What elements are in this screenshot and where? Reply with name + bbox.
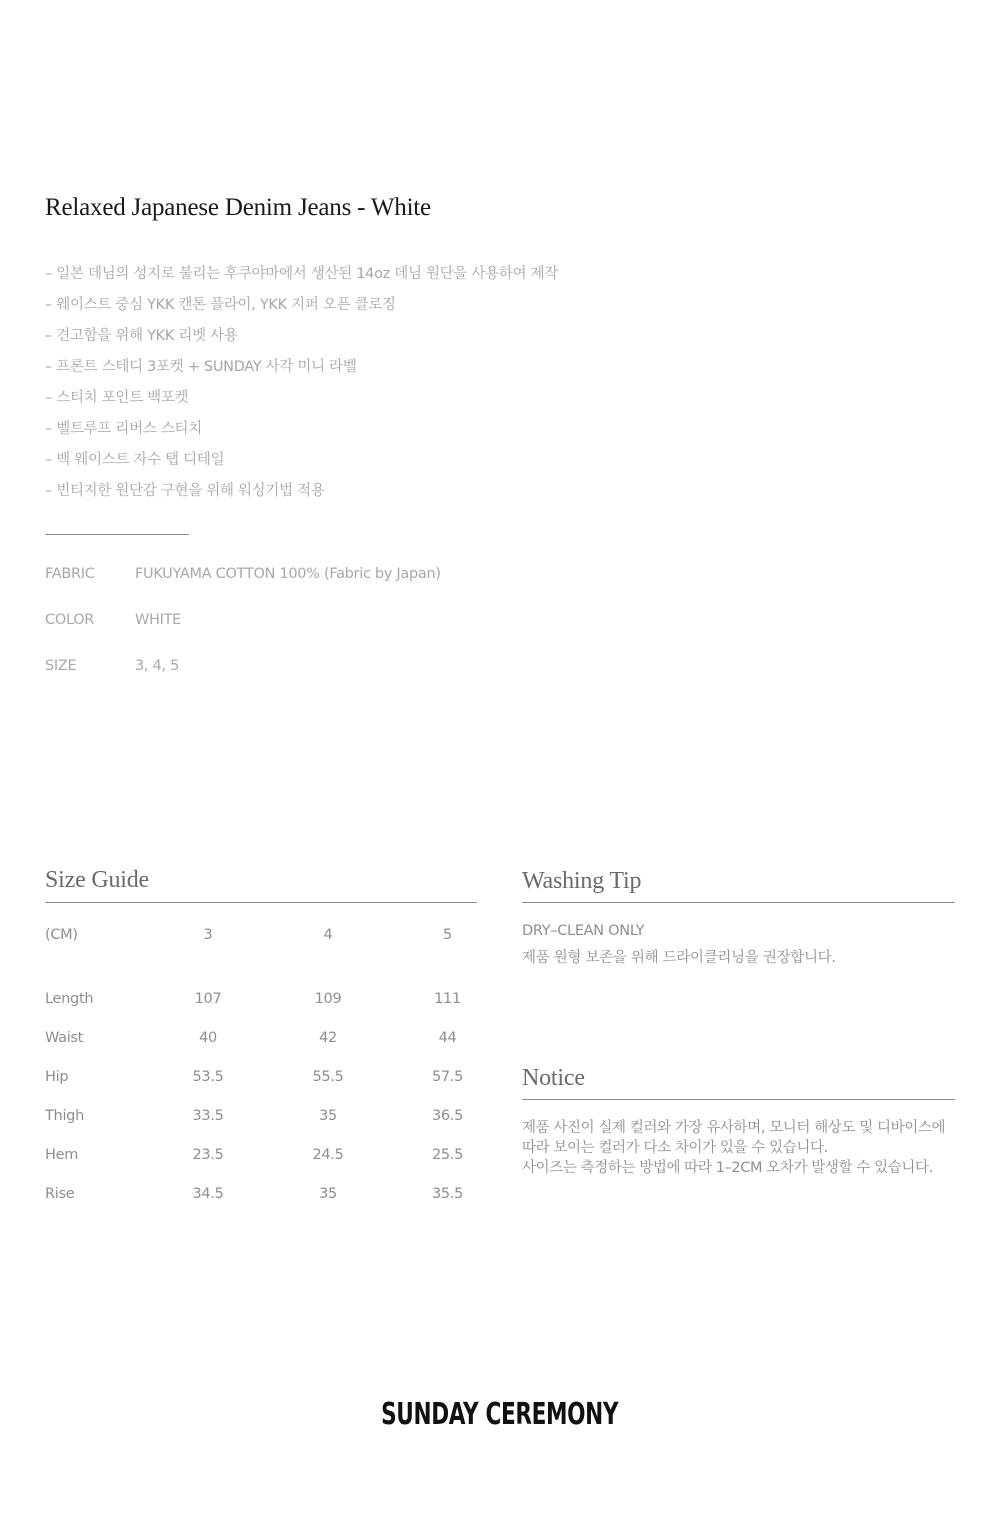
measure-value: 109 [314, 991, 342, 1007]
notice-rule [522, 1099, 955, 1100]
measure-value: 35 [319, 1108, 337, 1124]
measure-value: 24.5 [312, 1147, 344, 1163]
notice-line: 따라 보이는 컬러가 다소 차이가 있을 수 있습니다. [522, 1140, 828, 1156]
size-table-header [45, 925, 507, 989]
measure-label: Hem [45, 1147, 79, 1163]
measure-label: Waist [45, 1030, 84, 1046]
table-row [45, 1067, 507, 1106]
feature-item: – 웨이스트 중심 YKK 캔톤 플라이, YKK 지퍼 오픈 클로징 [45, 297, 396, 313]
size-header: 5 [443, 927, 452, 943]
spec-row-fabric [45, 563, 441, 585]
measure-value: 40 [199, 1030, 217, 1046]
brand-logo-text: SUNDAY CEREMONY [381, 1397, 619, 1432]
unit-header: (CM) [45, 927, 78, 943]
size-header: 4 [323, 927, 333, 943]
spec-value: 3, 4, 5 [135, 658, 180, 674]
table-row [45, 1184, 507, 1223]
measure-value: 42 [319, 1030, 337, 1046]
spec-value: WHITE [135, 612, 182, 628]
measure-value: 33.5 [192, 1108, 224, 1124]
spec-value: FUKUYAMA COTTON 100% (Fabric by Japan) [135, 566, 441, 582]
washing-tip-rule [522, 902, 955, 903]
measure-value: 53.5 [192, 1069, 224, 1085]
feature-item: – 백 웨이스트 자수 탭 디테일 [45, 452, 225, 468]
size-header: 3 [203, 927, 213, 943]
feature-list [45, 263, 558, 511]
size-guide-title: Size Guide [45, 867, 149, 893]
measure-label: Hip [45, 1069, 69, 1085]
spec-row-size [45, 655, 179, 677]
measure-value: 36.5 [431, 1108, 464, 1124]
measure-value: 44 [438, 1030, 457, 1046]
notice-title: Notice [522, 1065, 585, 1091]
spec-label: FABRIC [45, 566, 95, 582]
size-table [45, 925, 507, 1223]
feature-item: – 스티치 포인트 백포켓 [45, 390, 189, 406]
spec-label: SIZE [45, 658, 77, 674]
measure-value: 35 [319, 1186, 337, 1202]
washing-description: 제품 원형 보존을 위해 드라이클리닝을 권장합니다. [522, 950, 836, 966]
brand-logo [0, 1395, 1000, 1435]
size-guide-rule [45, 902, 477, 903]
feature-item: – 프론트 스테디 3포켓 + SUNDAY 사각 미니 라벨 [45, 359, 357, 375]
measure-value: 35.5 [431, 1186, 464, 1202]
measure-label: Thigh [45, 1108, 84, 1124]
product-title: Relaxed Japanese Denim Jeans - White [45, 194, 431, 221]
feature-item: – 일본 데님의 성지로 불리는 후쿠야마에서 생산된 14oz 데님 원단을 사용하여 제작 [45, 266, 558, 282]
notice-line: 제품 사진이 실제 컬러와 가장 유사하며, 모니터 해상도 및 디바이스에 [522, 1120, 946, 1136]
table-row [45, 1106, 507, 1145]
measure-value: 107 [194, 991, 222, 1007]
measure-value: 34.5 [192, 1186, 224, 1202]
measure-value: 111 [434, 991, 461, 1007]
measure-value: 23.5 [192, 1147, 224, 1163]
measure-value: 55.5 [312, 1069, 344, 1085]
feature-item: – 빈티지한 원단감 구현을 위해 워싱기법 적용 [45, 483, 325, 499]
spec-label: COLOR [45, 612, 95, 628]
table-row [45, 989, 507, 1028]
measure-label: Rise [45, 1186, 75, 1202]
measure-label: Length [45, 991, 94, 1007]
notice-text [522, 1118, 962, 1178]
table-row [45, 1028, 507, 1067]
divider [45, 534, 189, 535]
measure-value: 57.5 [431, 1069, 464, 1085]
measure-value: 25.5 [431, 1147, 464, 1163]
notice-line: 사이즈는 측정하는 방법에 따라 1–2CM 오차가 발생할 수 있습니다. [522, 1160, 933, 1176]
spec-row-color [45, 609, 181, 631]
feature-item: – 벨트루프 리버스 스티치 [45, 421, 202, 437]
table-row [45, 1145, 507, 1184]
feature-item: – 견고함을 위해 YKK 리벳 사용 [45, 328, 238, 344]
washing-instruction: DRY–CLEAN ONLY [522, 923, 645, 939]
washing-tip-title: Washing Tip [522, 868, 642, 894]
